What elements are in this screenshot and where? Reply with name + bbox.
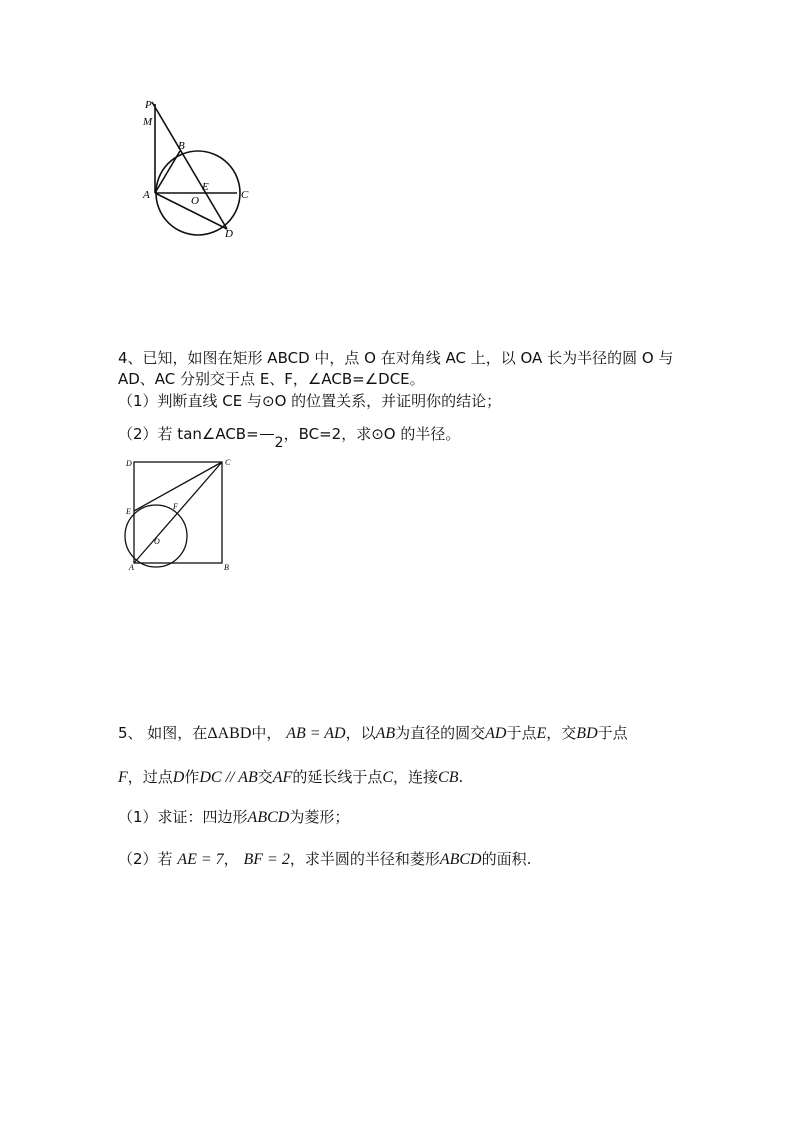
q5-text: ， xyxy=(223,850,239,868)
q5-part1 xyxy=(118,807,349,828)
fig2-label-o: O xyxy=(154,537,160,546)
q5-text: 为直径的圆交 xyxy=(395,724,486,742)
q5-math: AD xyxy=(485,725,507,742)
fig1-label-m: M xyxy=(143,116,153,128)
q5-line2 xyxy=(118,767,463,788)
q5-math: C xyxy=(382,769,393,786)
fig2-label-f: F xyxy=(173,502,178,511)
fig2-label-e: E xyxy=(126,507,131,516)
fig1-label-o: O xyxy=(191,195,199,207)
fig1-label-e: E xyxy=(202,181,209,193)
q5-math: E xyxy=(536,725,547,742)
q5-math: AE = 7 xyxy=(177,851,224,868)
q5-math: AF xyxy=(272,769,293,786)
q5-text: ，求半圆的半径和菱形 xyxy=(289,850,440,868)
fig1-label-d: D xyxy=(225,228,233,240)
q4-part1: （1）判断直线 CE 与⊙O 的位置关系，并证明你的结论； xyxy=(118,392,502,410)
q5-math: ABCD xyxy=(247,809,290,826)
fraction-bar xyxy=(260,434,274,435)
q5-text: ，连接 xyxy=(393,768,439,786)
q5-text: 的延长线于点 xyxy=(292,768,383,786)
q5-math: BD xyxy=(576,725,598,742)
q5-text: （2）若 xyxy=(118,850,173,868)
q5-math: ABCD xyxy=(439,851,482,868)
fig1-label-p: P xyxy=(145,99,152,111)
figure-rectangle-circle xyxy=(120,452,236,574)
q5-math: BF = 2 xyxy=(243,851,290,868)
q5-text: ，以 xyxy=(345,724,376,742)
q5-math: F xyxy=(118,769,128,786)
q5-text: 于点 xyxy=(506,724,537,742)
fig1-label-c: C xyxy=(241,189,249,201)
q5-math: AB = AD xyxy=(286,725,346,742)
q5-text: . xyxy=(458,768,464,786)
q4-line2: AD、AC 分别交于点 E、F，∠ACB=∠DCE。 xyxy=(118,370,425,388)
q5-text: 作 xyxy=(184,768,200,786)
q5-math: CB xyxy=(438,769,459,786)
q5-text: 的面积. xyxy=(481,850,532,868)
fig2-label-d: D xyxy=(126,459,132,468)
q5-part2 xyxy=(118,849,531,870)
q5-text: ，交 xyxy=(546,724,577,742)
q5-text: 5、 如图，在 xyxy=(118,724,208,742)
q5-text: 中， xyxy=(251,724,282,742)
q5-math: ΔABD xyxy=(207,725,252,742)
fig1-label-a: A xyxy=(143,189,150,201)
q5-text: ，过点 xyxy=(127,768,173,786)
fig1-label-b: B xyxy=(178,140,185,152)
q5-math: DC // AB xyxy=(199,769,258,786)
q4-part2 xyxy=(118,424,461,451)
q4-line1: 4、已知，如图在矩形 ABCD 中，点 O 在对角线 AC 上，以 OA 长为半径的圆 O 与 xyxy=(118,349,674,367)
q5-text: 交 xyxy=(257,768,273,786)
q5-math: D xyxy=(172,769,185,786)
q4-part2-suffix: ，BC=2，求⊙O 的半径。 xyxy=(283,425,461,443)
q4-part2-denominator: 2 xyxy=(274,435,284,451)
fig2-label-b: B xyxy=(224,563,229,572)
q5-text: 为菱形； xyxy=(289,808,350,826)
figure-circle-tangent xyxy=(138,96,254,240)
fig2-label-a: A xyxy=(129,563,134,572)
q5-math: AB xyxy=(375,725,396,742)
q4-part2-prefix: （2）若 tan∠ACB= xyxy=(118,425,259,443)
q5-text: （1）求证：四边形 xyxy=(118,808,248,826)
q5-text: 于点 xyxy=(597,724,628,742)
fig2-label-c: C xyxy=(225,458,231,467)
q5-line1 xyxy=(118,723,628,744)
